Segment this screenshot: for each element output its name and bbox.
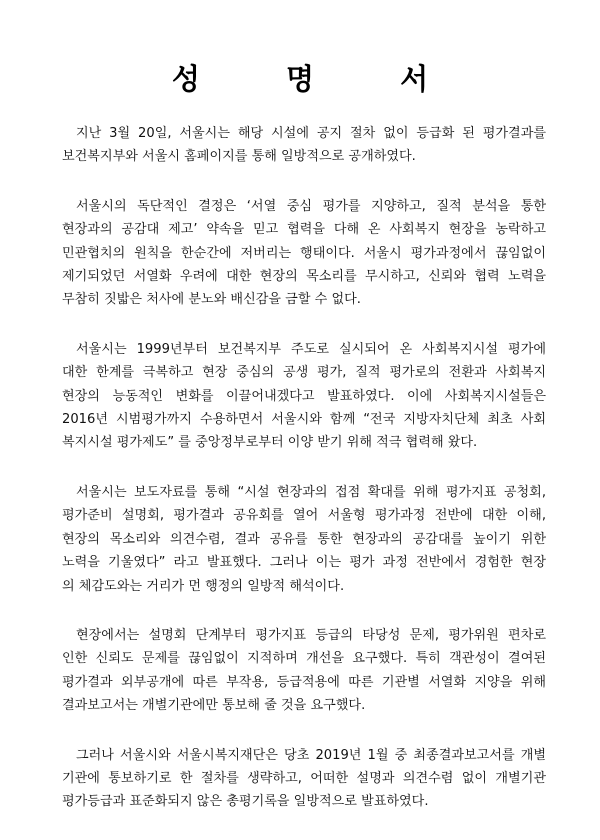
paragraph [62,195,546,312]
text-line: 그러나 서울시와 서울시복지재단은 당초 2019년 1월 중 최종결과보고서를 개별 [76,747,546,763]
text-line: 서울시의 독단적인 결정은 ‘서열 중심 평가를 지양하고, 질적 분석을 통한 [76,198,546,214]
text-line: 인한 신뢰도 문제를 끊임없이 지적하며 개선을 요구했다. 특히 객관성이 결여된 [62,651,546,667]
text-line: 결과보고서는 개별기관에만 통보해 줄 것을 요구했다. [62,698,366,714]
text-line: 2016년 시범평가까지 수용하면서 서울시와 함께 “전국 지방자치단체 최초 사회 [62,412,546,428]
text-line: 현장과의 공감대 제고’ 약속을 믿고 협력을 다해 온 사회복지 현장을 농락하고 [62,222,546,238]
text-line: 무참히 짓밟은 처사에 분노와 배신감을 금할 수 없다. [62,292,361,308]
paragraph [62,481,546,598]
paragraph [62,624,546,718]
text-line: 민관협치의 원칙을 한순간에 저버리는 행태이다. 서울시 평가과정에서 끊임없이 [62,245,546,261]
text-line: 현장의 능동적인 변화를 이끌어내겠다고 발표하였다. 이에 사회복지시설들은 [62,388,546,404]
text-line: 기관에 통보하기로 한 절차를 생략하고, 어떠한 설명과 의견수렴 없이 개별기관 [62,770,546,786]
text-line: 의 체감도와는 거리가 먼 행정의 일방적 해석이다. [62,578,345,594]
document-body [62,122,546,840]
text-line: 평가결과 외부공개에 따른 부작용, 등급적용에 따른 기관별 서열화 지양을 위해 [62,674,546,690]
text-line: 보건복지부와 서울시 홈페이지를 통해 일방적으로 공개하였다. [62,149,416,165]
text-line: 현장에서는 설명회 단계부터 평가지표 등급의 타당성 문제, 평가위원 편차로 [76,627,546,643]
paragraph [62,744,546,814]
text-line: 제기되었던 서열화 우려에 대한 현장의 목소리를 무시하고, 신뢰와 협력 노력을 [62,269,546,285]
text-line: 현장의 목소리와 의견수렴, 결과 공유를 통한 현장과의 공감대를 높이기 위한 [62,531,546,547]
text-line: 복지시설 평가제도” 를 중앙정부로부터 이양 받기 위해 적극 협력해 왔다. [62,435,478,451]
document-title: 성 명 서 [171,62,467,96]
text-line: 평가준비 설명회, 평가결과 공유회를 열어 서울형 평가과정 전반에 대한 이해, [62,508,546,524]
text-line: 대한 한계를 극복하고 현장 중심의 공생 평가, 질적 평가로의 전환과 사회복지 [62,365,546,381]
text-line: 평가등급과 표준화되지 않은 총평기록을 일방적으로 발표하였다. [62,794,429,810]
paragraph [62,338,546,455]
text-line: 지난 3월 20일, 서울시는 해당 시설에 공지 절차 없이 등급화 된 평가결과를 [76,126,546,141]
text-line: 서울시는 보도자료를 통해 “시설 현장과의 접점 확대를 위해 평가지표 공청회, [76,484,546,500]
text-line: 서울시는 1999년부터 보건복지부 주도로 실시되어 온 사회복지시설 평가에 [76,341,546,357]
text-line: 노력을 기울였다” 라고 발표했다. 그러나 이는 평가 과정 전반에서 경험한 현장 [62,555,546,571]
paragraph [62,122,546,169]
